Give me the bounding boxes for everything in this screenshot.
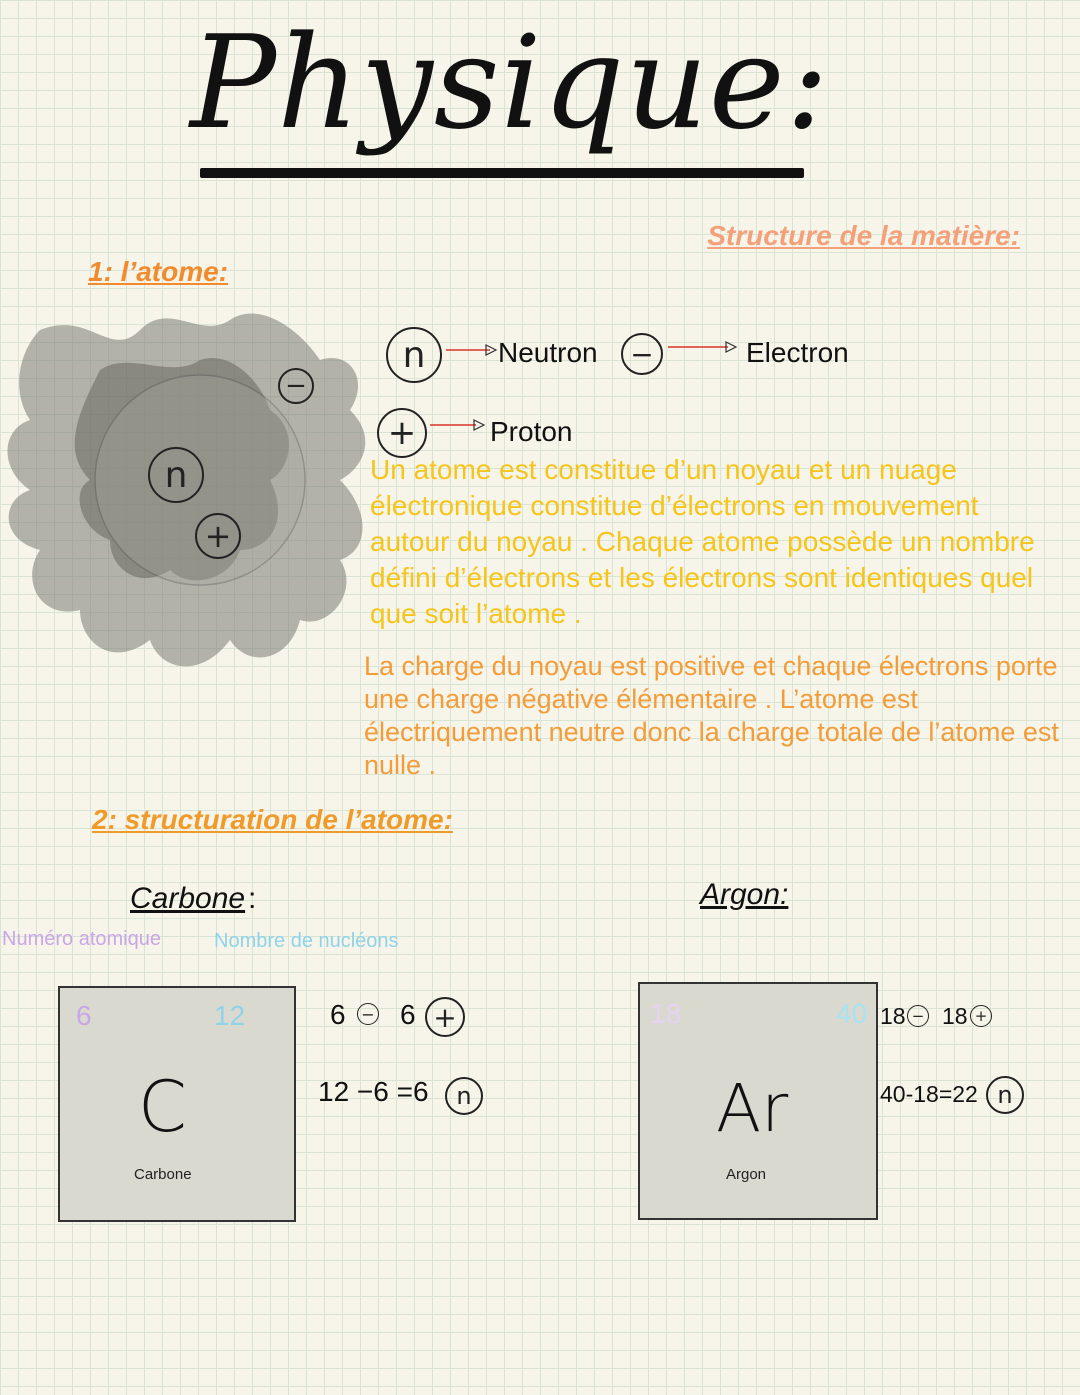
- carbon-neutron-icon: n: [445, 1077, 483, 1115]
- page-title: Physique:: [190, 9, 830, 158]
- label-atomic-number: Numéro atomique: [2, 928, 161, 950]
- carbon-title: Carbone: [130, 882, 246, 915]
- paragraph-atom-definition: Un atome est constitue d’un noyau et un nuage électronique constitue d’électrons en mouvement autour du noyau . Chaque atome possède un nombre défini d’électrons et les électrons sont identiques quel que soit l’atome .: [370, 454, 1035, 629]
- carbon-title-colon: :: [248, 882, 257, 915]
- section2-heading: 2: structuration de l’atome:: [92, 804, 453, 835]
- legend-proton-label: Proton: [490, 416, 573, 447]
- arrow-electron-icon: [668, 340, 738, 354]
- arrow-proton-icon: [430, 418, 486, 432]
- legend-neutron-icon: n: [386, 327, 442, 383]
- argon-neutron-calc: 40-18=22: [880, 1081, 978, 1107]
- carbon-atomic-number: 6: [76, 1000, 92, 1031]
- legend-proton-icon: +: [377, 408, 427, 458]
- argon-neutron-icon: n: [986, 1076, 1024, 1114]
- legend-neutron-label: Neutron: [498, 337, 598, 368]
- carbon-nucleons: 12: [214, 1000, 246, 1031]
- argon-proton-count: 18: [942, 1003, 968, 1029]
- argon-title: Argon:: [700, 878, 789, 911]
- carbon-proton-count: 6: [400, 999, 416, 1030]
- carbon-electron-icon: −: [357, 1003, 379, 1025]
- carbon-symbol: C: [138, 1066, 187, 1148]
- argon-card: [638, 982, 878, 1220]
- legend-electron-label: Electron: [746, 337, 849, 368]
- carbon-electron-count: 6: [330, 999, 346, 1030]
- legend-electron-icon: −: [621, 333, 663, 375]
- title-underline: [200, 168, 804, 178]
- page-subtitle: Structure de la matière:: [707, 220, 1020, 251]
- argon-electron-count: 18: [880, 1003, 906, 1029]
- diagram-electron-icon: −: [278, 368, 314, 404]
- diagram-proton-icon: +: [195, 513, 241, 559]
- paragraph-atom-charge: La charge du noyau est positive et chaque électrons porte une charge négative élémentaire . L’atome est électriquement neutre donc la charge totale de l’atome est nulle .: [364, 651, 1059, 780]
- argon-electron-icon: −: [907, 1005, 929, 1027]
- argon-atomic-number: 18: [650, 998, 682, 1029]
- carbon-card: [58, 986, 296, 1222]
- argon-proton-icon: +: [970, 1005, 992, 1027]
- carbon-proton-icon: +: [425, 997, 465, 1037]
- arrow-neutron-icon: [446, 343, 498, 357]
- section1-heading: 1: l’atome:: [88, 256, 229, 287]
- argon-symbol: Ar: [716, 1070, 789, 1147]
- carbon-name: Carbone: [134, 1166, 192, 1183]
- label-nucleons: Nombre de nucléons: [214, 930, 399, 952]
- carbon-neutron-calc: 12 −6 =6: [318, 1076, 429, 1107]
- argon-nucleons: 40: [836, 998, 868, 1029]
- argon-name: Argon: [726, 1166, 767, 1183]
- diagram-neutron-icon: n: [148, 447, 204, 503]
